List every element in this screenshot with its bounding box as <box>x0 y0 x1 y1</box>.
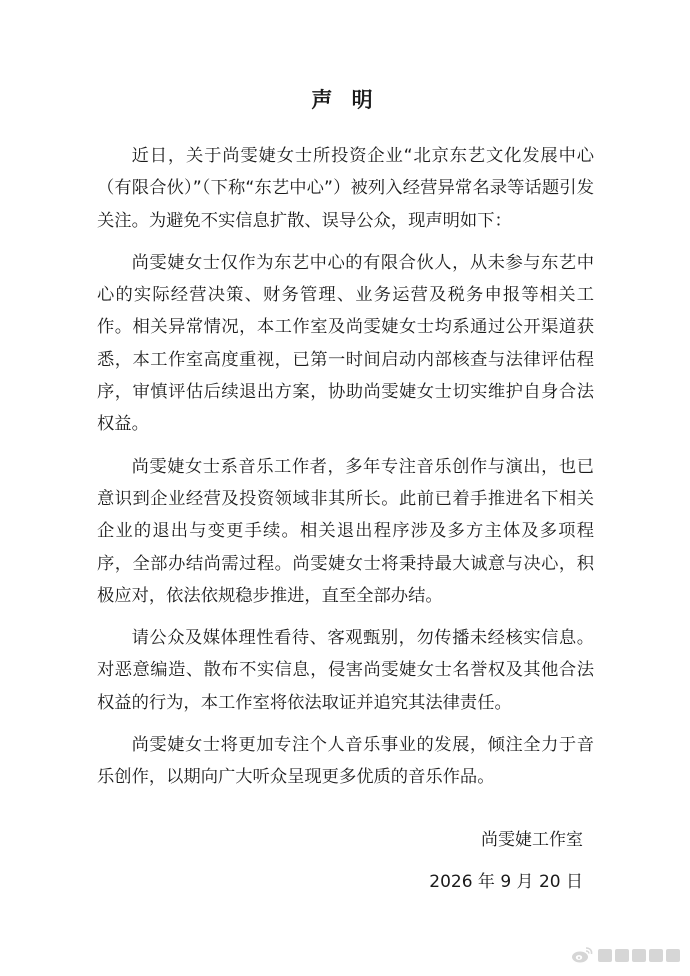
document-title: 声 明 <box>311 88 379 112</box>
paragraph-role: 尚雯婕女士仅作为东艺中心的有限合伙人，从未参与东艺中心的实际经营决策、财务管理、业务运营及税务申报等相关工作。相关异常情况，本工作室及尚雯婕女士均系通过公开渠道获悉，本工作室高度重视，已第一时间启动内部核查与法律评估程序，审慎评估后续退出方案，协助尚雯婕女士切实维护自身合法权益。 <box>97 252 594 435</box>
paragraph-exit-process: 尚雯婕女士系音乐工作者，多年专注音乐创作与演出，也已意识到企业经营及投资领域非其所长。此前已着手推进名下相关企业的退出与变更手续。相关退出程序涉及多方主体及多项程序，全部办结尚需过程。尚雯婕女士将秉持最大诚意与决心，积极应对，依法依规稳步推进，直至全部办结。 <box>97 456 594 606</box>
weibo-logo-icon <box>571 946 593 964</box>
blur-block <box>632 949 646 962</box>
blur-block <box>649 949 663 962</box>
watermark-username-blur <box>598 949 680 962</box>
blur-block <box>666 949 680 962</box>
signature-organization: 尚雯婕工作室 <box>481 830 583 850</box>
paragraph-intro: 近日，关于尚雯婕女士所投资企业“北京东艺文化发展中心（有限合伙）”（下称“东艺中心”）被列入经营异常名录等话题引发关注。为避免不实信息扩散、误导公众，现声明如下： <box>97 146 594 231</box>
statement-body <box>97 140 594 794</box>
blur-block <box>598 949 612 962</box>
watermark <box>571 946 680 964</box>
paragraph-closing: 尚雯婕女士将更加专注个人音乐事业的发展，倾注全力于音乐创作，以期向广大听众呈现更多优质的音乐作品。 <box>97 735 594 788</box>
paragraph-appeal: 请公众及媒体理性看待、客观甄别，勿传播未经核实信息。对恶意编造、散布不实信息，侵害尚雯婕女士名誉权及其他合法权益的行为，本工作室将依法取证并追究其法律责任。 <box>97 628 594 713</box>
signature-date: 2026 年 9 月 20 日 <box>429 872 583 892</box>
blur-block <box>615 949 629 962</box>
